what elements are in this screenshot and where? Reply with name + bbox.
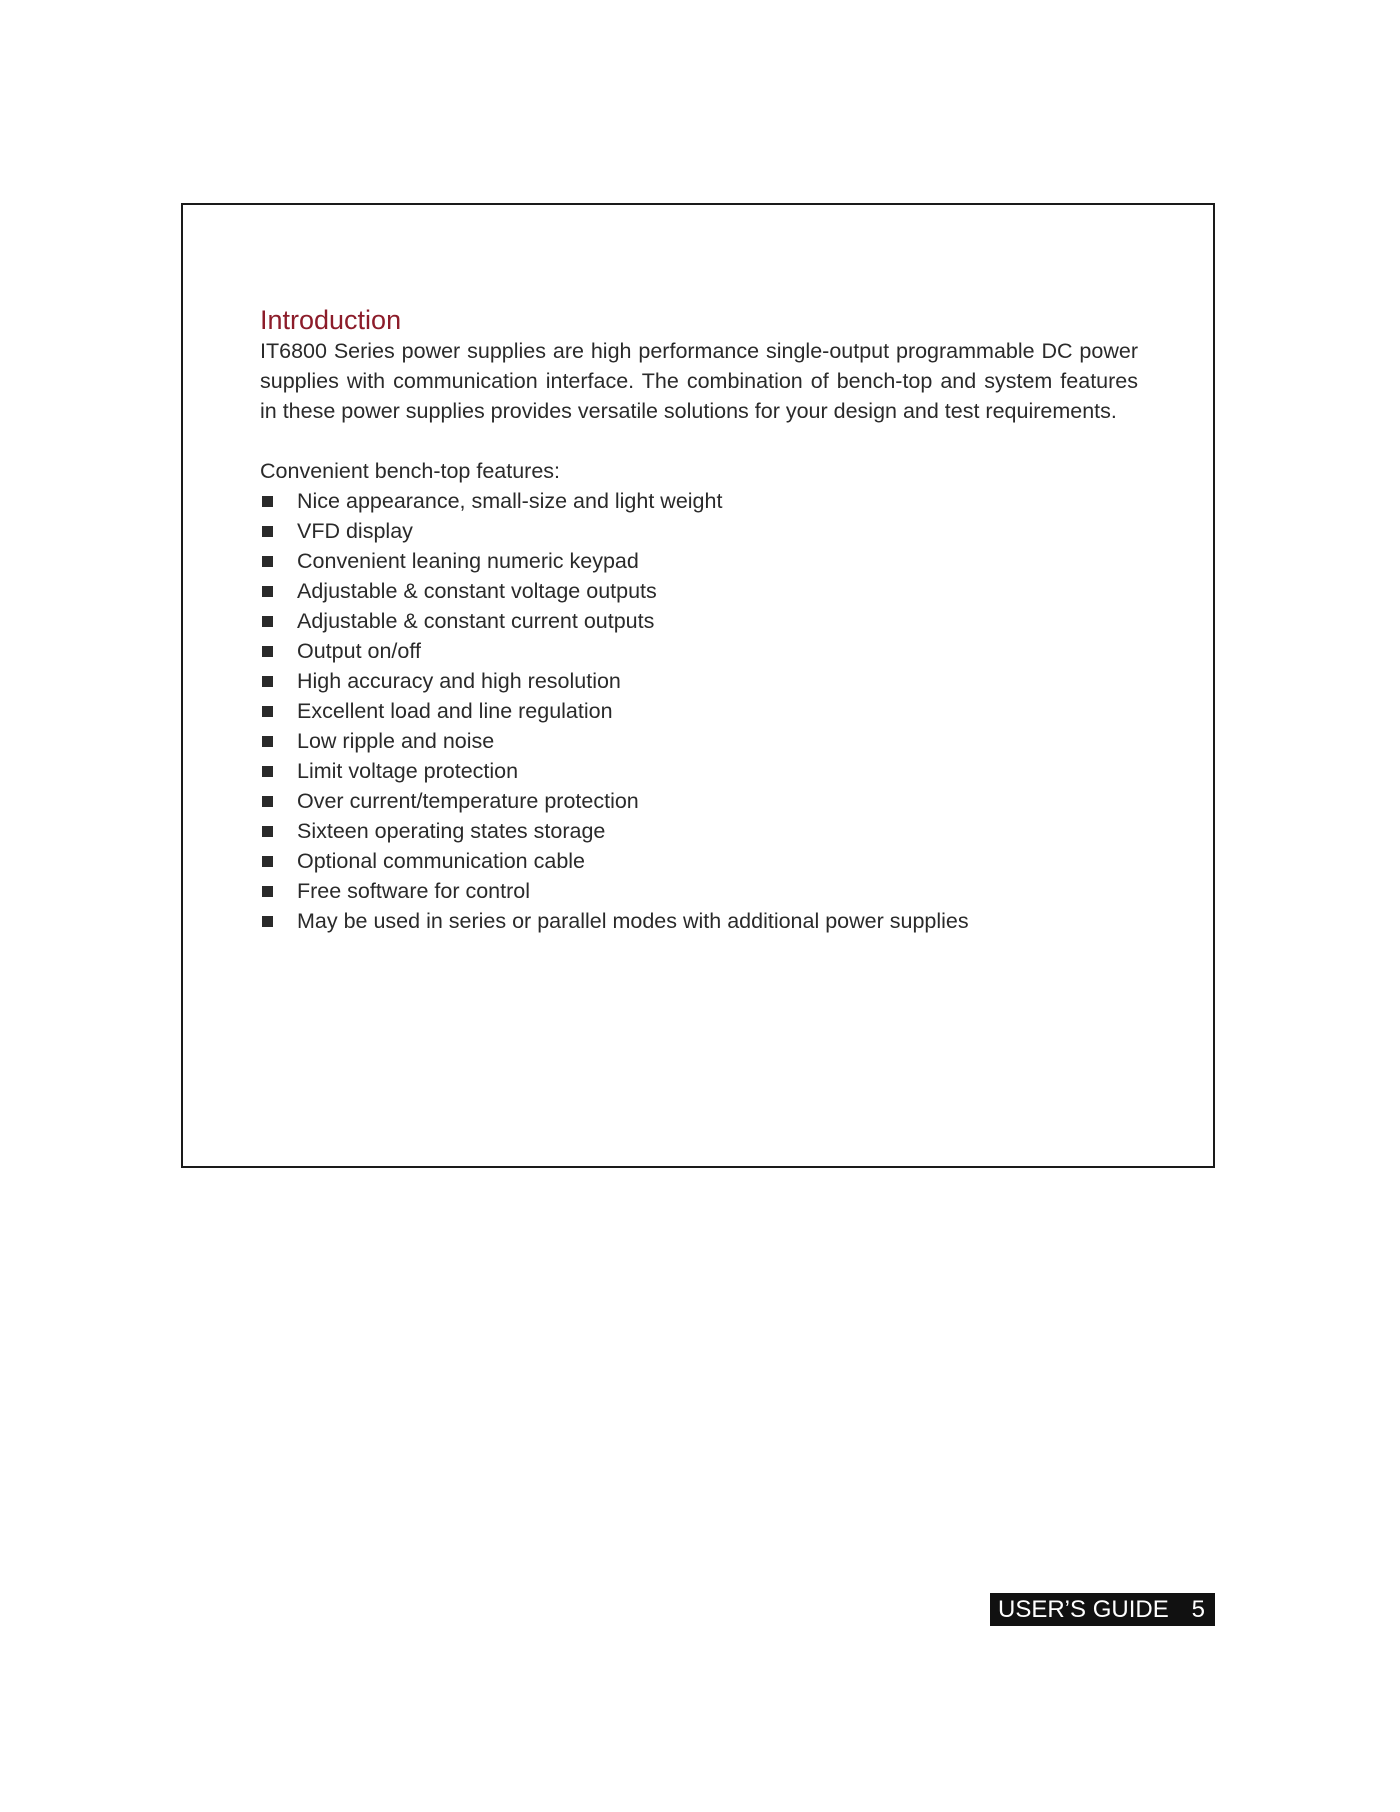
- feature-text: Excellent load and line regulation: [297, 699, 613, 723]
- feature-text: Nice appearance, small-size and light weight: [297, 489, 723, 513]
- feature-list: [260, 486, 1138, 936]
- feature-text: VFD display: [297, 519, 413, 543]
- feature-text: Optional communication cable: [297, 849, 586, 873]
- square-bullet-icon: [262, 916, 273, 927]
- feature-text: Output on/off: [297, 639, 421, 663]
- list-item: [260, 576, 1138, 606]
- page-footer: [990, 1593, 1215, 1626]
- feature-text: Limit voltage protection: [297, 759, 519, 783]
- square-bullet-icon: [262, 646, 273, 657]
- square-bullet-icon: [262, 526, 273, 537]
- feature-text: Adjustable & constant voltage outputs: [297, 579, 657, 603]
- list-item: [260, 786, 1138, 816]
- list-item: [260, 876, 1138, 906]
- square-bullet-icon: [262, 886, 273, 897]
- feature-text: Convenient leaning numeric keypad: [297, 549, 639, 573]
- feature-text: May be used in series or parallel modes with additional power supplies: [297, 909, 969, 933]
- feature-text: Low ripple and noise: [297, 729, 495, 753]
- list-item: [260, 816, 1138, 846]
- square-bullet-icon: [262, 766, 273, 777]
- square-bullet-icon: [262, 676, 273, 687]
- list-item: [260, 756, 1138, 786]
- square-bullet-icon: [262, 496, 273, 507]
- square-bullet-icon: [262, 706, 273, 717]
- feature-text: Over current/temperature protection: [297, 789, 639, 813]
- list-item: [260, 636, 1138, 666]
- square-bullet-icon: [262, 586, 273, 597]
- square-bullet-icon: [262, 796, 273, 807]
- feature-text: Adjustable & constant current outputs: [297, 609, 655, 633]
- square-bullet-icon: [262, 826, 273, 837]
- list-item: [260, 696, 1138, 726]
- section-title: Introduction: [260, 305, 402, 335]
- feature-text: Free software for control: [297, 879, 531, 903]
- list-item: [260, 606, 1138, 636]
- list-item: [260, 726, 1138, 756]
- list-item: [260, 516, 1138, 546]
- list-item: [260, 846, 1138, 876]
- page-number: 5: [1191, 1595, 1205, 1623]
- square-bullet-icon: [262, 616, 273, 627]
- features-heading: Convenient bench-top features:: [260, 459, 561, 483]
- footer-label: USER’S GUIDE: [998, 1595, 1169, 1623]
- square-bullet-icon: [262, 856, 273, 867]
- list-item: [260, 486, 1138, 516]
- list-item: [260, 546, 1138, 576]
- page-content: [260, 304, 1138, 936]
- list-item: [260, 666, 1138, 696]
- feature-text: High accuracy and high resolution: [297, 669, 621, 693]
- list-item: [260, 906, 1138, 936]
- intro-paragraph: IT6800 Series power supplies are high performance single-output programmable DC power supplies with communication interface. The combination of bench-top and system features in these power supplies provides versatile solutions for your design and test requirements.: [260, 339, 1138, 423]
- square-bullet-icon: [262, 556, 273, 567]
- square-bullet-icon: [262, 736, 273, 747]
- feature-text: Sixteen operating states storage: [297, 819, 606, 843]
